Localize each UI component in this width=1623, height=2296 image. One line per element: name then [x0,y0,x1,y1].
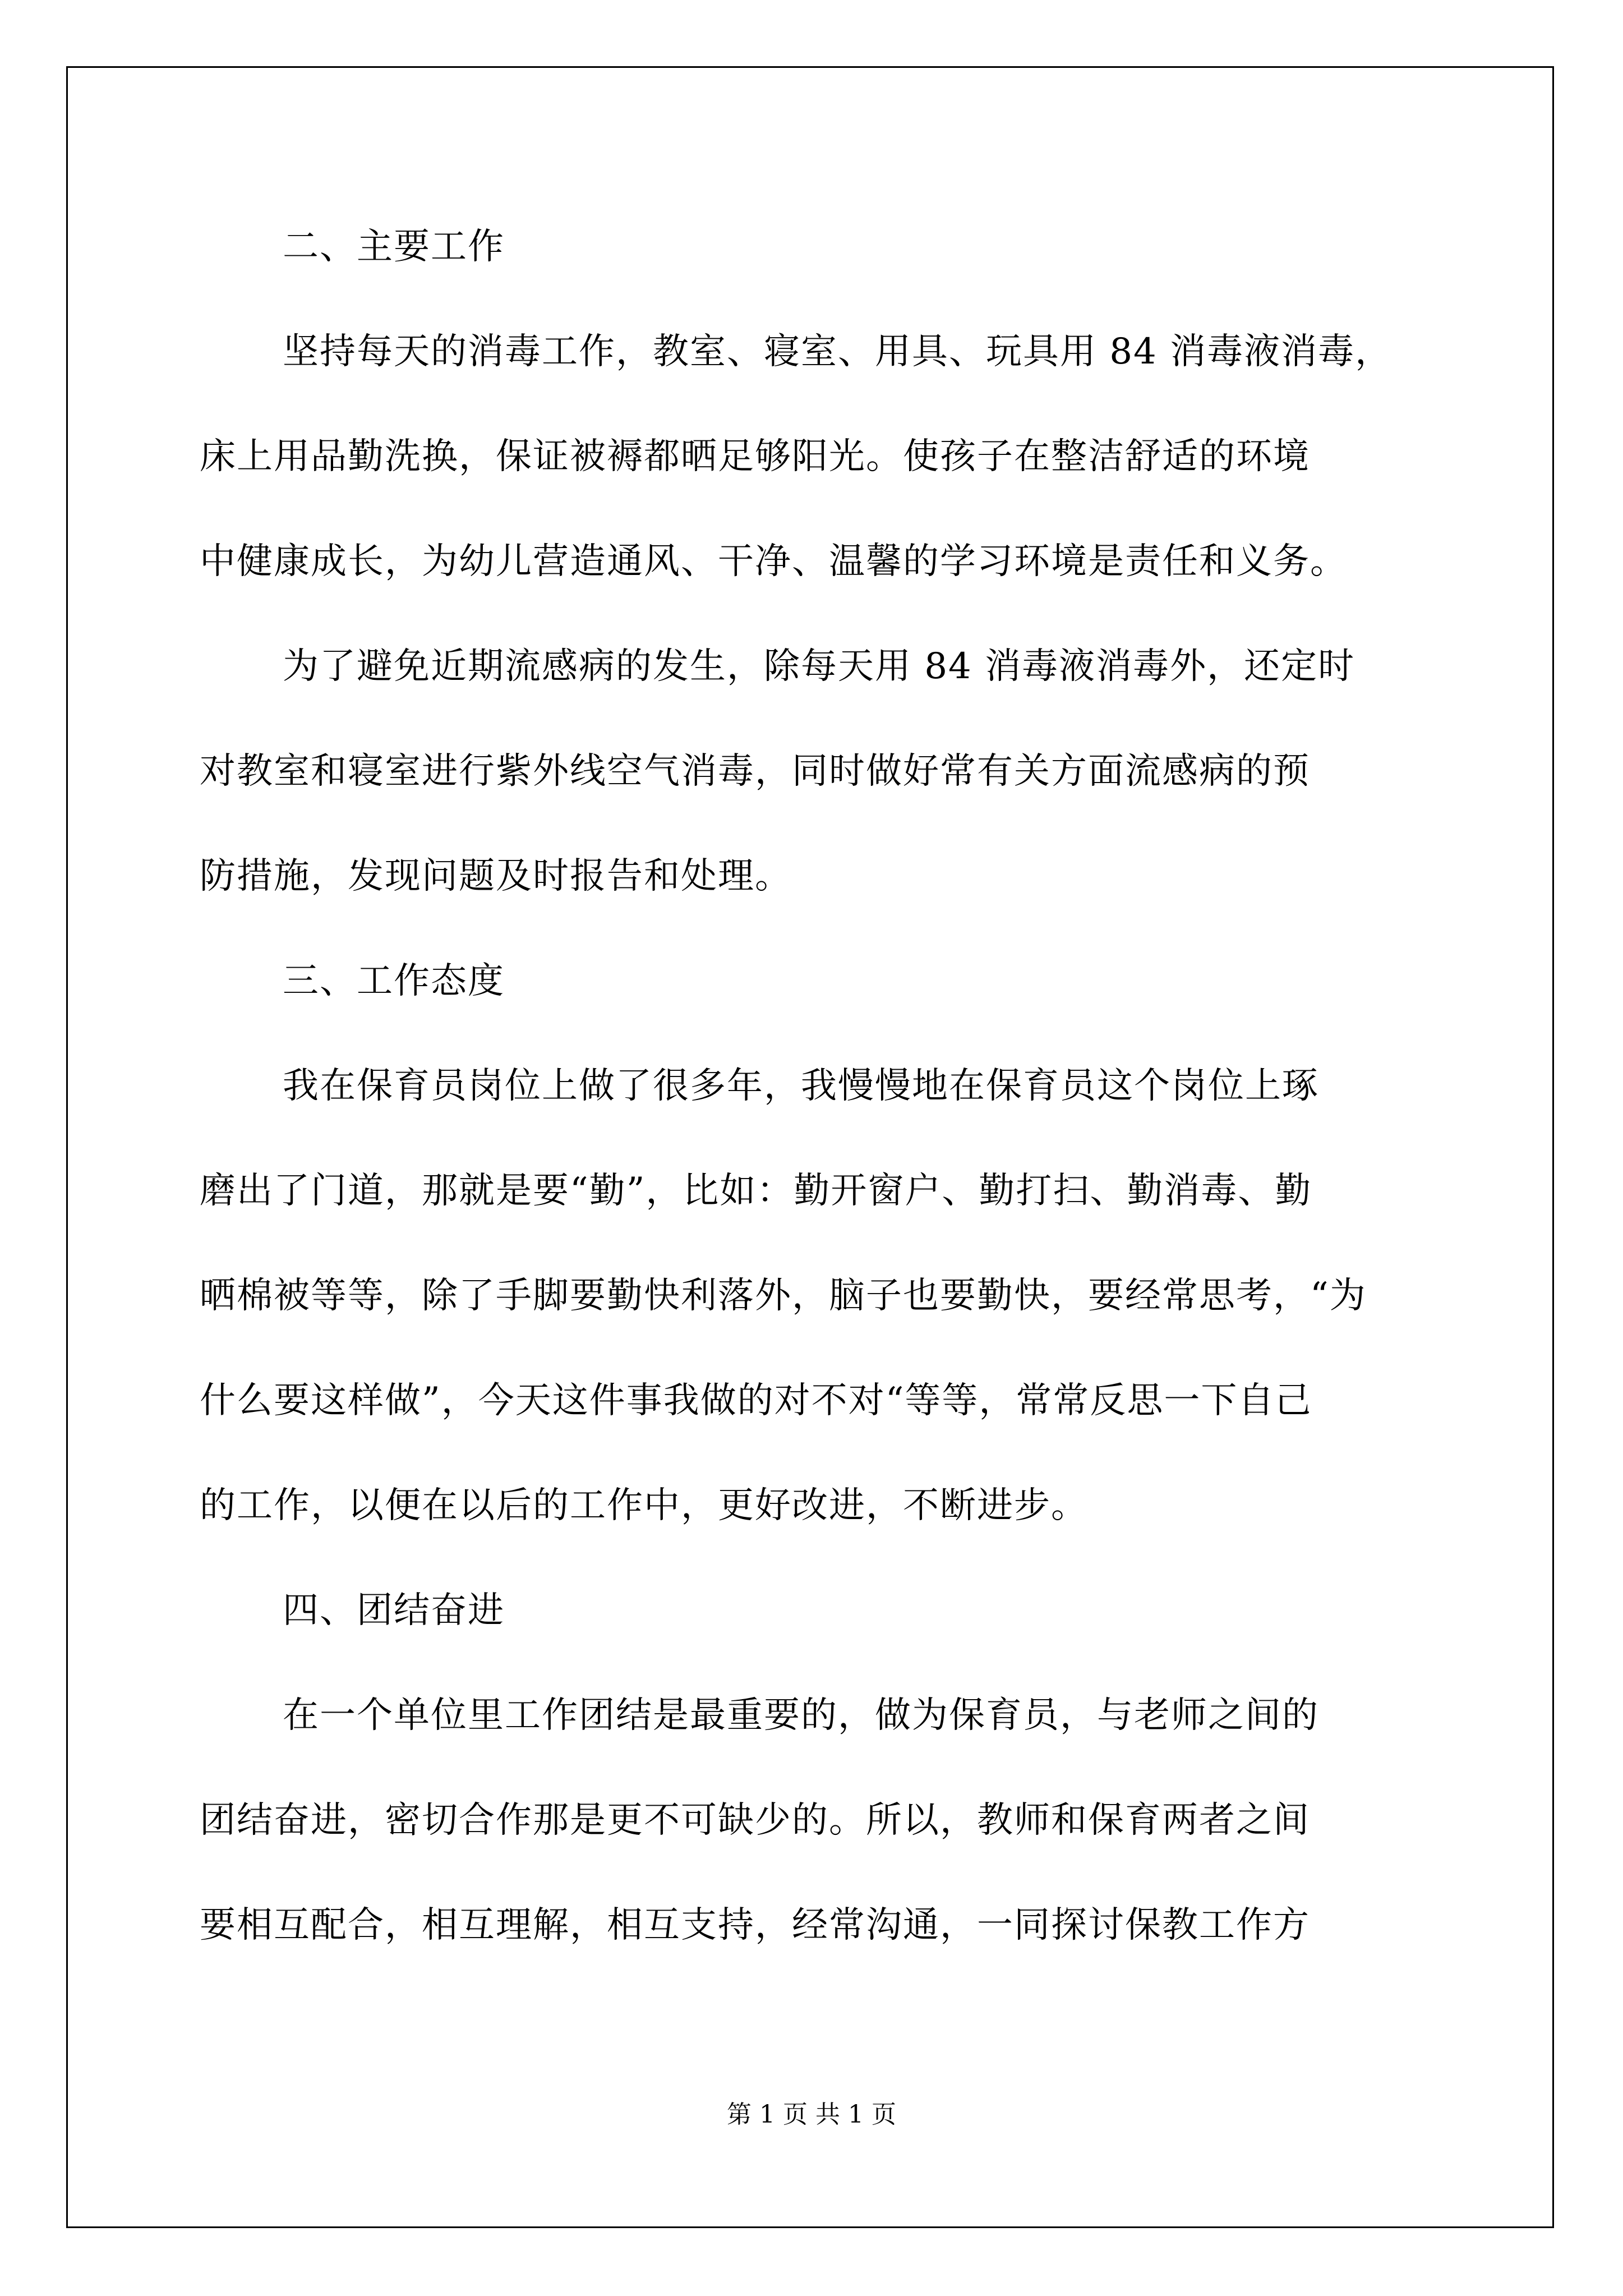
paragraph-line: 中健康成长，为幼儿营造通风、干净、温馨的学习环境是责任和义务。 [200,541,1347,582]
section-heading-main-work: 二、主要工作 [283,226,505,268]
paragraph-line: 晒棉被等等，除了手脚要勤快利落外，脑子也要勤快，要经常思考，“为 [200,1275,1367,1317]
section-heading-work-attitude: 三、工作态度 [283,960,505,1002]
page-footer: 第 1 页 共 1 页 [727,2100,896,2129]
paragraph-line: 防措施，发现问题及时报告和处理。 [200,855,792,897]
section-heading-unity: 四、团结奋进 [283,1590,505,1631]
paragraph-line: 在一个单位里工作团结是最重要的，做为保育员，与老师之间的 [283,1695,1319,1736]
paragraph-line: 磨出了门道，那就是要“勤”，比如：勤开窗户、勤打扫、勤消毒、勤 [200,1170,1312,1212]
paragraph-line: 我在保育员岗位上做了很多年，我慢慢地在保育员这个岗位上琢 [283,1065,1319,1107]
paragraph-line: 床上用品勤洗换，保证被褥都晒足够阳光。使孩子在整洁舒适的环境 [200,436,1310,477]
paragraph-line: 为了避免近期流感病的发生，除每天用 84 消毒液消毒外，还定时 [283,646,1355,687]
paragraph-line: 对教室和寝室进行紫外线空气消毒，同时做好常有关方面流感病的预 [200,751,1310,792]
paragraph-line: 坚持每天的消毒工作，教室、寝室、用具、玩具用 84 消毒液消毒， [283,331,1393,372]
paragraph-line: 的工作，以便在以后的工作中，更好改进，不断进步。 [200,1485,1088,1526]
paragraph-line: 什么要这样做”，今天这件事我做的对不对“等等，常常反思一下自己 [200,1380,1312,1421]
paragraph-line: 要相互配合，相互理解，相互支持，经常沟通，一同探讨保教工作方 [200,1904,1310,1946]
paragraph-line: 团结奋进，密切合作那是更不可缺少的。所以，教师和保育两者之间 [200,1800,1310,1841]
